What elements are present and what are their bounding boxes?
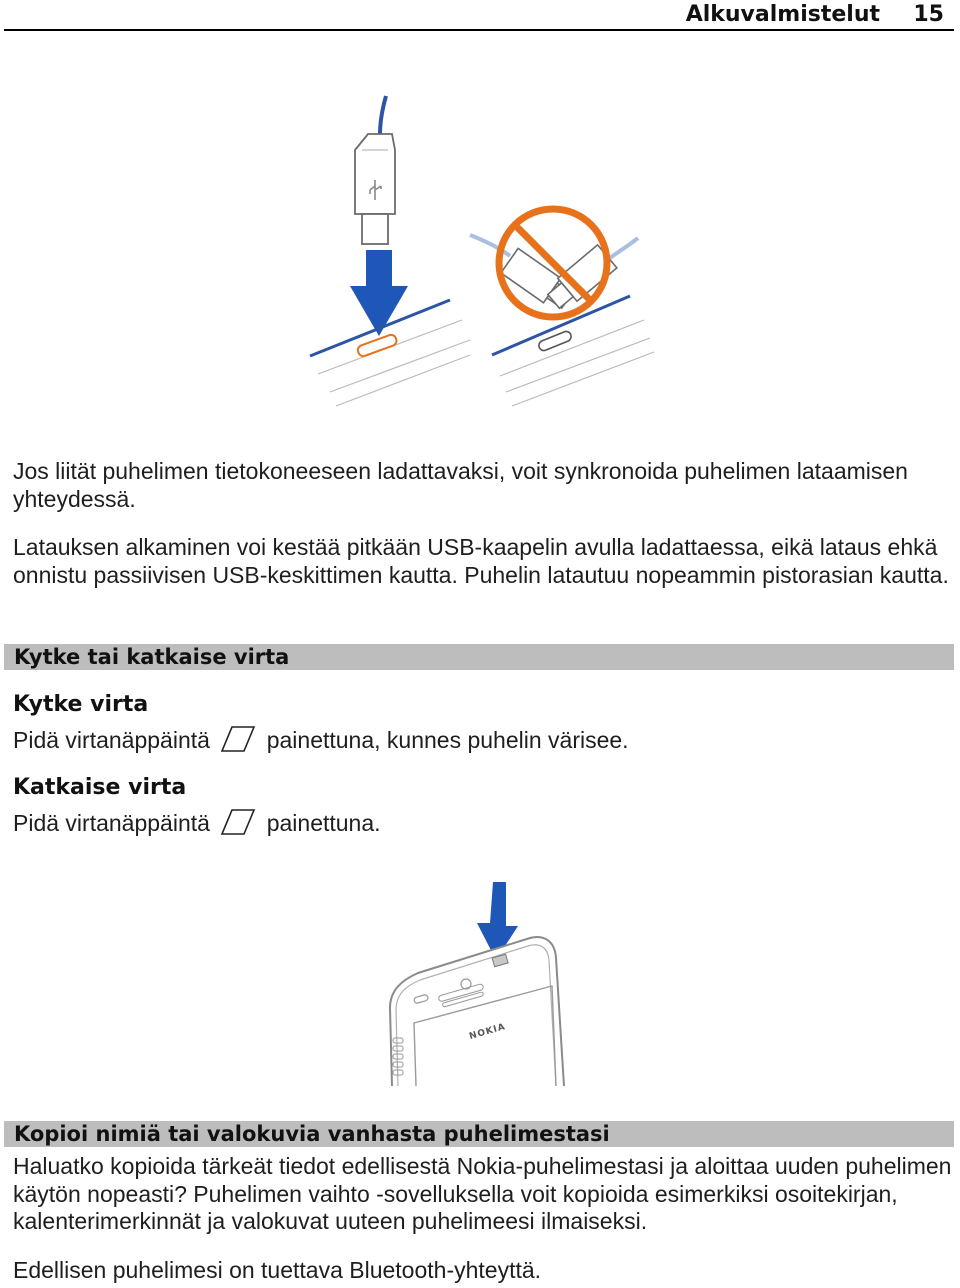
power-key-icon <box>220 809 256 841</box>
phone-power-key-illustration <box>380 878 580 1088</box>
power-off-text-after: painettuna. <box>266 810 381 837</box>
section-title: Kopioi nimiä tai valokuvia vanhasta puhelimestasi <box>14 1122 610 1146</box>
phone-brand-logo: NOKIA <box>468 1022 507 1042</box>
power-on-text-before: Pidä virtanäppäintä <box>13 727 210 754</box>
section-heading-power <box>4 644 954 670</box>
usb-port-icon <box>356 333 397 357</box>
power-on-heading: Kytke virta <box>13 692 149 717</box>
power-off-instruction <box>13 809 381 841</box>
power-key-icon <box>220 726 256 758</box>
power-off-text-before: Pidä virtanäppäintä <box>13 810 210 837</box>
page-number: 15 <box>913 2 944 27</box>
usb-charging-illustration <box>300 90 660 420</box>
arrow-down-icon <box>350 250 408 336</box>
power-off-heading: Katkaise virta <box>13 775 187 800</box>
section-heading-copy <box>4 1121 954 1147</box>
intro-paragraph-2: Latauksen alkaminen voi kestää pitkään USB-kaapelin avulla ladattaessa, eikä lataus ehkä onnistu passiivisen USB-keskittimen kautta. Puhelin latautuu nopeammin pistorasian kautta. <box>13 534 949 588</box>
copy-paragraph-1: Haluatko kopioida tärkeät tiedot edellisestä Nokia-puhelimestasi ja aloittaa uuden puhelimen käytön nopeasti? Puhelimen vaihto -sovelluksella voit kopioida esimerkiksi osoitekirjan, kalenterimerkinnät ja valokuvat uuteen puhelimeesi ilmaiseksi. <box>13 1153 952 1234</box>
page-header <box>4 0 954 31</box>
section-title: Kytke tai katkaise virta <box>14 645 290 669</box>
copy-paragraph-2: Edellisen puhelimesi on tuettava Bluetooth-yhteyttä. <box>13 1257 542 1283</box>
power-on-text-after: painettuna, kunnes puhelin värisee. <box>266 727 629 754</box>
usb-plug-icon <box>355 134 395 244</box>
intro-paragraph-1: Jos liität puhelimen tietokoneeseen ladattavaksi, voit synkronoida puhelimen lataamisen yhteydessä. <box>13 458 908 512</box>
power-on-instruction <box>13 726 629 758</box>
chapter-title: Alkuvalmistelut <box>685 2 880 27</box>
